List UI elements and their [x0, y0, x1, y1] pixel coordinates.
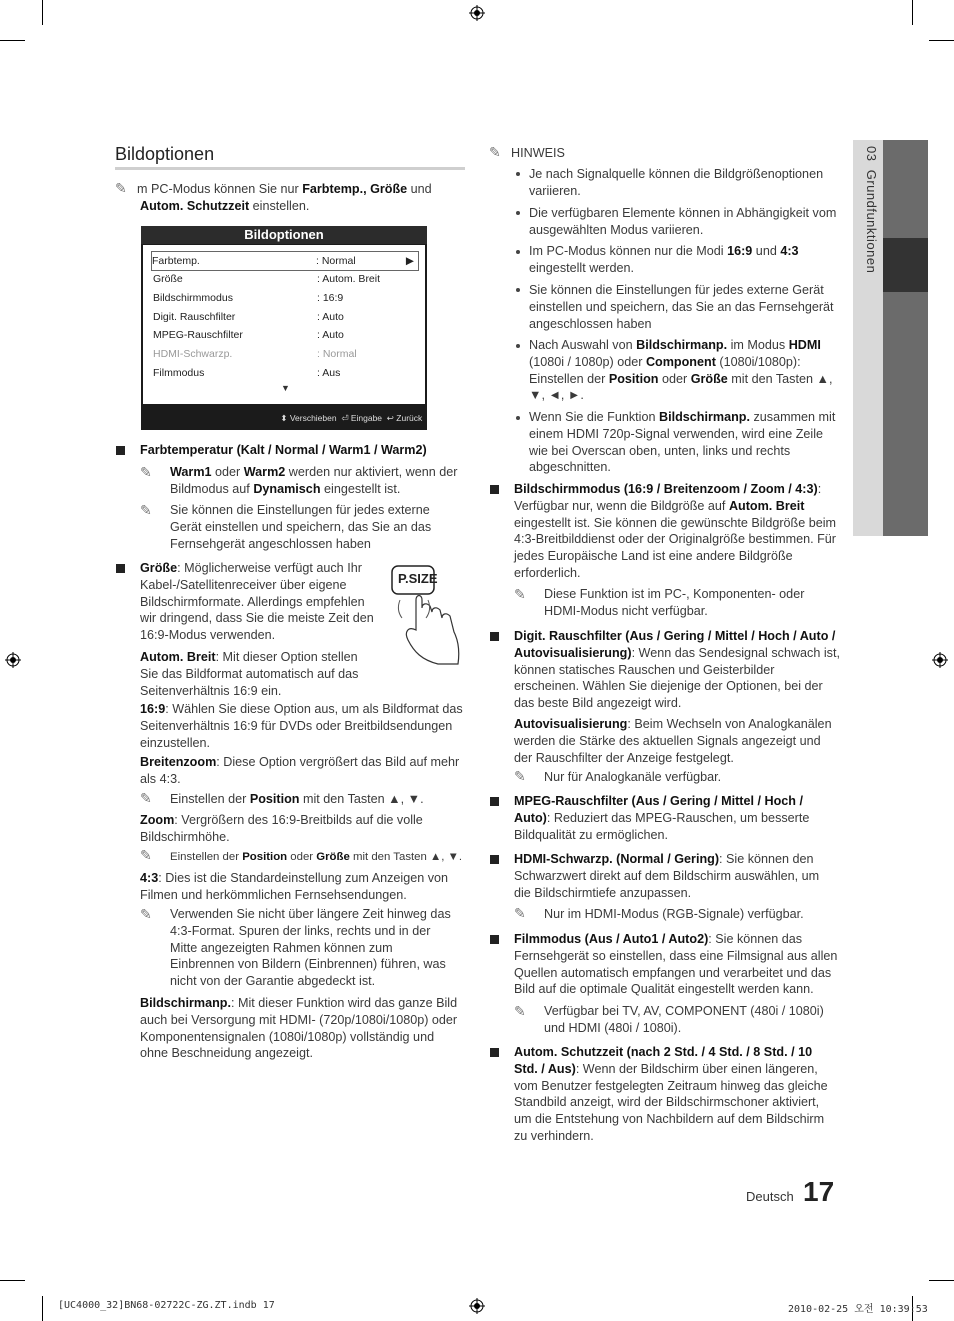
- hinweis-4: Sie können die Einstellungen für jedes externe Gerät einstellen und speichern, das Sie an das Fernsehgerät angeschlossen haben: [529, 283, 834, 331]
- hinweis-1: Je nach Signalquelle können die Bildgrößenoptionen variieren.: [529, 167, 824, 198]
- autom-breit-text: Autom. Breit: Mit dieser Option stellen Sie das Bildformat automatisch auf das Seitenverhältnis 16:9 ein.: [140, 650, 359, 698]
- bildschirmmodus-note: ✎ Diese Funktion ist im PC-, Komponenten- oder HDMI-Modus nicht verfügbar.: [514, 586, 805, 618]
- note-pencil-icon: ✎: [140, 790, 152, 806]
- bildschirmanp-text: Bildschirmanp.: Mit dieser Funktion wird das ganze Bild auch bei Versorgung mit HDMI- (720p/1080i/1080p) oder Komponentensignalen (1080i/1080p) vollständig und ohne Beschneidung angezeigt.: [140, 996, 458, 1061]
- r43-text: 4:3: Dies ist die Standardeinstellung zum Anzeigen von Filmen und herkömmlichen Fernsehsendungen.: [140, 871, 449, 902]
- note-pencil-icon: ✎: [489, 144, 501, 160]
- farbtemp-heading: Farbtemperatur (Kalt / Normal / Warm1 / Warm2): [140, 443, 427, 457]
- mpeg-text: MPEG-Rauschfilter (Aus / Gering / Mittel / Hoch / Auto): Reduziert das MPEG-Rauschen, um besserte Bildqualität zu ermöglichen.: [514, 794, 810, 842]
- chapter-label: 03 Grundfunktionen: [864, 146, 879, 274]
- groesse-text: Größe: Möglicherweise verfügt auch Ihr Kabel-/Satellitenreceiver über eigene Bildschirmformate. Allerdings empfehlen wir dringend, dass Sie die meiste Zeit den 16:9-Modus verwenden.: [140, 561, 374, 643]
- hdmi-text: HDMI-Schwarzp. (Normal / Gering): Sie können den Schwarzwert direkt auf dem Bildschirm auswählen, um die Bildschirmtiefe anzupassen.: [514, 852, 820, 900]
- note-pencil-icon: ✎: [514, 768, 526, 784]
- note-pencil-icon: ✎: [140, 464, 152, 480]
- hinweis-2: Die verfügbaren Elemente können in Abhängigkeit vom ausgewählten Modus variieren.: [529, 206, 837, 237]
- hdmi-note: ✎ Nur im HDMI-Modus (RGB-Signale) verfügbar.: [514, 905, 804, 921]
- footer-date: 2010-02-25 오전 10:39:53: [788, 1304, 928, 1315]
- bullet-dot: [516, 172, 520, 176]
- registration-mark-icon: [5, 652, 21, 668]
- return-icon: ↩: [386, 413, 394, 423]
- intro-note: ✎ m PC-Modus können Sie nur Farbtemp., Größe und Autom. Schutzzeit einstellen.: [115, 180, 432, 213]
- bullet-dot: [516, 344, 520, 348]
- breitenzoom-note: ✎ Einstellen der Position mit den Tasten ▲, ▼.: [140, 790, 424, 806]
- bullet-square: [116, 564, 125, 573]
- enter-icon: ⏎: [341, 413, 349, 423]
- autovisualisierung-text: Autovisualisierung: Beim Wechseln von Analogkanälen werden die Stärke des aktuellen Signals angezeigt und der Rauschfilter der Anzeige festgelegt.: [514, 717, 832, 765]
- right-arrow-icon: ▶: [405, 255, 414, 267]
- bullet-square: [490, 632, 499, 641]
- page-number: 17: [803, 1176, 835, 1207]
- zoom-note: ✎ Einstellen der Position oder Größe mit den Tasten ▲, ▼.: [140, 847, 463, 863]
- hinweis-6: Wenn Sie die Funktion Bildschirmanp. zusammen mit einem HDMI 720p-Signal verwenden, wird eine Zeile wie bei Overscan oben, unten, links und rechts abgeschnitten.: [529, 410, 836, 475]
- farbtemp-note2: ✎ Sie können die Einstellungen für jedes externe Gerät einstellen und speichern, das Sie an das Fernsehgerät angeschlossen haben: [140, 502, 432, 551]
- osd-menu: [141, 226, 427, 430]
- osd-row-filmmodus[interactable]: Filmmodus : Aus: [153, 367, 341, 379]
- osd-row-farbtemp[interactable]: Farbtemp. : Normal ▶: [151, 251, 419, 271]
- filmmodus-text: Filmmodus (Aus / Auto1 / Auto2): Sie können das Fernsehgerät so einstellen, dass eine Filmsignal aus allen Quellen automatisch empfangen und verarbeitet und das Bild auf die optimale Qualität eingestellt werden kann.: [514, 932, 838, 997]
- farbtemp-note1: ✎ Warm1 oder Warm2 werden nur aktiviert, wenn der Bildmodus auf Dynamisch eingestellt ist.: [140, 464, 458, 496]
- bullet-square: [490, 1048, 499, 1057]
- osd-row-hdmi: HDMI-Schwarzp. : Normal: [153, 348, 357, 360]
- zoom-text: Zoom: Vergrößern des 16:9-Breitbilds auf die volle Bildschirmhöhe.: [140, 813, 423, 844]
- osd-row-mpeg[interactable]: MPEG-Rauschfilter : Auto: [153, 329, 344, 341]
- bullet-square: [116, 446, 125, 455]
- bullet-dot: [516, 416, 520, 420]
- bullet-square: [490, 485, 499, 494]
- chapter-side-tab: [853, 140, 928, 536]
- bullet-square: [490, 855, 499, 864]
- r169-text: 16:9: Wählen Sie diese Option aus, um als Bildformat das Seitenverhältnis 16:9 für DVDs oder Breitbildsendungen einzustellen.: [140, 702, 463, 750]
- breitenzoom-text: Breitenzoom: Diese Option vergrößert das Bild auf mehr als 4:3.: [140, 755, 460, 786]
- hinweis-heading: ✎ HINWEIS: [489, 144, 565, 160]
- note-pencil-icon: ✎: [140, 502, 152, 518]
- note-pencil-icon: ✎: [514, 586, 526, 602]
- bullet-dot: [516, 211, 520, 215]
- psize-label: P.SIZE: [398, 571, 438, 586]
- footer-language: Deutsch: [746, 1189, 794, 1204]
- bildschirmmodus-text: Bildschirmmodus (16:9 / Breitenzoom / Zoom / 4:3): Verfügbar nur, wenn die Bildgröße auf Autom. Breit eingestellt ist. Sie können die gewünschte Bildgröße beim 4:3-Breitbilddienst oder der Originalgröße bestimmen. Für jedes Europäische Land ist eine andere Bildgröße erforderlich.: [514, 482, 837, 580]
- hinweis-3: Im PC-Modus können nur die Modi 16:9 und 4:3 eingestellt werden.: [529, 244, 799, 275]
- autovisualisierung-note: ✎ Nur für Analogkanäle verfügbar.: [514, 768, 722, 784]
- osd-footer: ⬍ Verschieben ⏎ Eingabe ↩ Zurück: [280, 413, 423, 423]
- hinweis-5: Nach Auswahl von Bildschirmanp. im Modus HDMI (1080i / 1080p) oder Component (1080i/1080p): Einstellen der Position oder Größe mit den Tasten ▲, ▼, ◄, ►.: [529, 338, 833, 403]
- title-rule: [115, 167, 465, 170]
- r43-note: ✎ Verwenden Sie nicht über längere Zeit hinweg das 4:3-Format. Spuren der links, rechts und in der Mitte angezeigten Rahmen können zum Einbrennen von Bildern (Einbrennen) führen, was nicht von der Garantie abgedeckt ist.: [140, 906, 451, 989]
- bullet-square: [490, 935, 499, 944]
- bullet-square: [490, 797, 499, 806]
- bullet-dot: [516, 288, 520, 292]
- filmmodus-note: ✎ Verfügbar bei TV, AV, COMPONENT (480i / 1080i) und HDMI (480i / 1080i).: [514, 1003, 824, 1035]
- registration-mark-icon: [932, 652, 948, 668]
- note-pencil-icon: ✎: [140, 906, 152, 922]
- schutzzeit-text: Autom. Schutzzeit (nach 2 Std. / 4 Std. / 8 Std. / 10 Std. / Aus): Wenn der Bildschirm über einen längeren, vom Benutzer festgelegten Zeitraum hinweg das gleiche Standbild anzeigt, wird der Bildschirmschoner aktiviert, um die Entstehung von Nachbildern auf dem Bildschirm zu verhindern.: [514, 1045, 828, 1143]
- section-title: Bildoptionen: [115, 144, 215, 164]
- osd-row-rauschfilter[interactable]: Digit. Rauschfilter : Auto: [153, 311, 344, 323]
- rauschfilter-text: Digit. Rauschfilter (Aus / Gering / Mittel / Hoch / Auto / Autovisualisierung): Wenn das Sendesignal schwach ist, können statisches Rauschen und Geisterbilder erscheinen. Wählen Sie diejenige der Optionen, bei der das beste Bild angezeigt wird.: [514, 629, 840, 711]
- down-arrow-icon: ▼: [281, 383, 290, 393]
- bullet-dot: [516, 250, 520, 254]
- registration-mark-icon: [469, 5, 485, 21]
- updown-icon: ⬍: [280, 413, 288, 423]
- osd-menu-title: Bildoptionen: [141, 226, 427, 244]
- note-pencil-icon: ✎: [115, 180, 127, 196]
- registration-mark-icon: [469, 1298, 485, 1314]
- note-pencil-icon: ✎: [514, 1003, 526, 1019]
- footer-file: [UC4000_32]BN68-02722C-ZG.ZT.indb 17: [58, 1300, 275, 1311]
- note-pencil-icon: ✎: [140, 847, 152, 863]
- note-pencil-icon: ✎: [514, 905, 526, 921]
- osd-row-groesse[interactable]: Größe : Autom. Breit: [153, 273, 381, 285]
- osd-row-bildschirmmodus[interactable]: Bildschirmmodus : 16:9: [153, 292, 344, 304]
